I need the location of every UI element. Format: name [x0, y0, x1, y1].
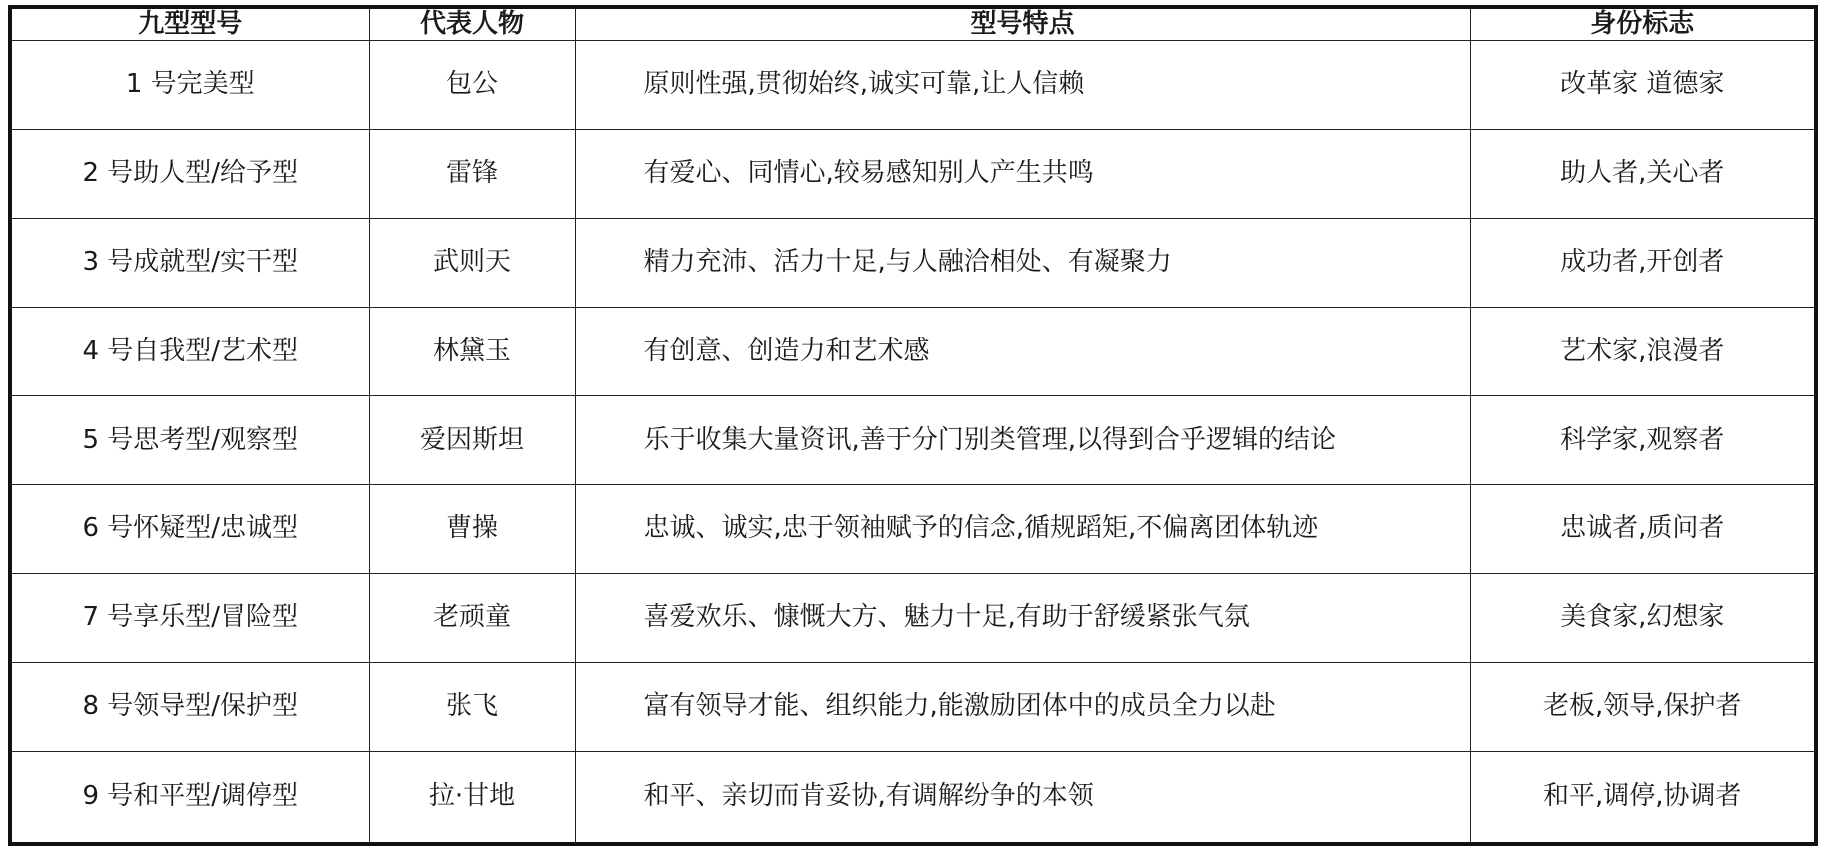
characteristics-cell: 和平、亲切而肯妥协,有调解纷争的本领: [575, 751, 1470, 844]
representative-cell: 老顽童: [369, 573, 575, 662]
header-identity: 身份标志: [1470, 7, 1816, 41]
characteristics-cell: 原则性强,贯彻始终,诚实可靠,让人信赖: [575, 41, 1470, 130]
type-cell: 3 号成就型/实干型: [10, 218, 369, 307]
header-characteristics: 型号特点: [575, 7, 1470, 41]
characteristics-cell: 喜爱欢乐、慷慨大方、魅力十足,有助于舒缓紧张气氛: [575, 573, 1470, 662]
identity-cell: 成功者,开创者: [1470, 218, 1816, 307]
table-row: [10, 662, 1816, 751]
table-row: [10, 573, 1816, 662]
table-row: [10, 129, 1816, 218]
representative-cell: 包公: [369, 41, 575, 130]
table-row: [10, 485, 1816, 574]
identity-cell: 老板,领导,保护者: [1470, 662, 1816, 751]
representative-cell: 林黛玉: [369, 307, 575, 396]
identity-cell: 艺术家,浪漫者: [1470, 307, 1816, 396]
table-row: [10, 396, 1816, 485]
representative-cell: 张飞: [369, 662, 575, 751]
table-row: [10, 751, 1816, 844]
characteristics-cell: 乐于收集大量资讯,善于分门别类管理,以得到合乎逻辑的结论: [575, 396, 1470, 485]
type-cell: 2 号助人型/给予型: [10, 129, 369, 218]
characteristics-cell: 有创意、创造力和艺术感: [575, 307, 1470, 396]
identity-cell: 助人者,关心者: [1470, 129, 1816, 218]
identity-cell: 美食家,幻想家: [1470, 573, 1816, 662]
representative-cell: 曹操: [369, 485, 575, 574]
identity-cell: 忠诚者,质问者: [1470, 485, 1816, 574]
representative-cell: 雷锋: [369, 129, 575, 218]
identity-cell: 和平,调停,协调者: [1470, 751, 1816, 844]
characteristics-cell: 富有领导才能、组织能力,能激励团体中的成员全力以赴: [575, 662, 1470, 751]
type-cell: 1 号完美型: [10, 41, 369, 130]
characteristics-cell: 忠诚、诚实,忠于领袖赋予的信念,循规蹈矩,不偏离团体轨迹: [575, 485, 1470, 574]
table-row: [10, 41, 1816, 130]
header-representative: 代表人物: [369, 7, 575, 41]
header-type: 九型型号: [10, 7, 369, 41]
type-cell: 7 号享乐型/冒险型: [10, 573, 369, 662]
type-cell: 8 号领导型/保护型: [10, 662, 369, 751]
characteristics-cell: 有爱心、同情心,较易感知别人产生共鸣: [575, 129, 1470, 218]
representative-cell: 拉·甘地: [369, 751, 575, 844]
enneagram-table-container: [8, 5, 1814, 846]
type-cell: 5 号思考型/观察型: [10, 396, 369, 485]
representative-cell: 武则天: [369, 218, 575, 307]
header-row: [10, 7, 1816, 41]
type-cell: 6 号怀疑型/忠诚型: [10, 485, 369, 574]
enneagram-table: [8, 5, 1818, 846]
characteristics-cell: 精力充沛、活力十足,与人融洽相处、有凝聚力: [575, 218, 1470, 307]
type-cell: 9 号和平型/调停型: [10, 751, 369, 844]
identity-cell: 改革家 道德家: [1470, 41, 1816, 130]
table-row: [10, 218, 1816, 307]
identity-cell: 科学家,观察者: [1470, 396, 1816, 485]
type-cell: 4 号自我型/艺术型: [10, 307, 369, 396]
representative-cell: 爱因斯坦: [369, 396, 575, 485]
table-row: [10, 307, 1816, 396]
